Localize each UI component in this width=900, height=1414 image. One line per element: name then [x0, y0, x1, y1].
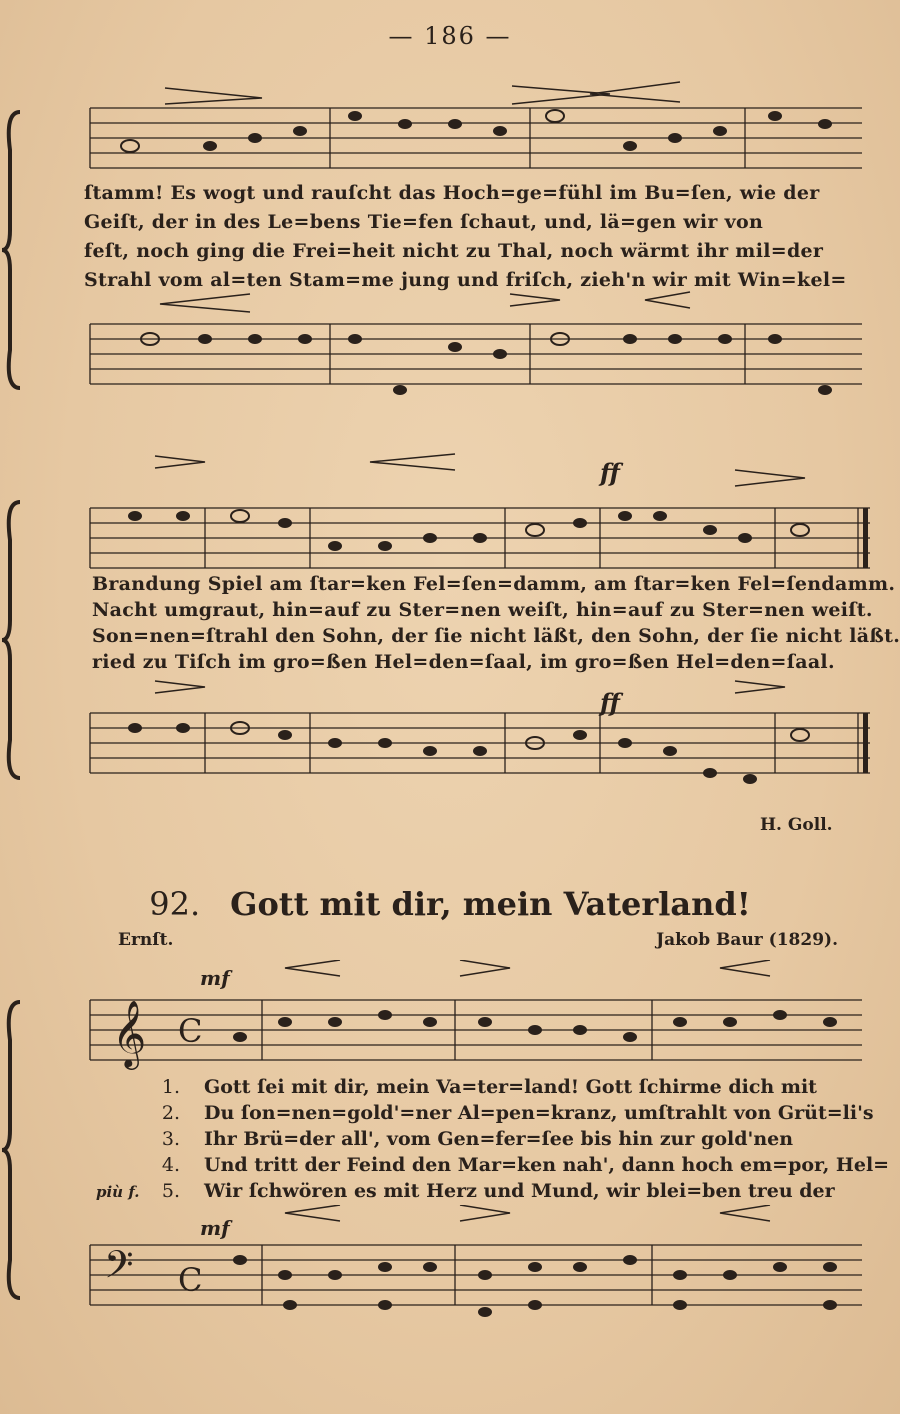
dynamic-piu-f: più f.: [96, 1183, 140, 1201]
verse-text: Du ſon=nen=gold'=ner Al=pen=kranz, umſtrahlt von Grüt=li's: [204, 1102, 874, 1124]
lyric-line: ſtamm! Es wogt und rauſcht das Hoch=ge=fühl im Bu=ſen, wie der: [84, 182, 820, 204]
verse-number: 4.: [161, 1154, 180, 1176]
system-1-treble-staff: [0, 80, 900, 170]
lyric-line: Son=nen=ſtrahl den Sohn, der ſie nicht läßt, den Sohn, der ſie nicht läßt.: [92, 625, 900, 647]
lyric-line: Geiſt, der in des Le=bens Tie=fen ſchaut, und, lä=gen wir von: [84, 211, 764, 233]
system-2-brace: [0, 500, 40, 780]
verse-number: 5.: [161, 1180, 180, 1202]
svg-text:C: C: [178, 1261, 203, 1299]
system-2-treble-staff: [0, 450, 900, 570]
svg-text:𝄢: 𝄢: [104, 1242, 134, 1296]
composer-credit: H. Goll.: [760, 815, 833, 835]
lyric-line: Brandung Spiel am ſtar=ken Fel=ſen=damm, am ſtar=ken Fel=ſendamm.: [92, 573, 896, 595]
song92-bass-staff: [0, 1205, 900, 1345]
author-credit: Jakob Baur (1829).: [656, 930, 838, 950]
dynamic-mf: mf: [200, 966, 230, 990]
verse-number: 2.: [161, 1102, 180, 1124]
lyric-line: Nacht umgraut, hin=auf zu Ster=nen weiſt, hin=auf zu Ster=nen weiſt.: [92, 599, 873, 621]
song92-brace: [0, 1000, 40, 1300]
svg-text:𝄞: 𝄞: [112, 999, 147, 1067]
lyric-line: feſt, noch ging die Frei=heit nicht zu Thal, noch wärmt ihr mil=der: [84, 240, 824, 262]
verse-number: 3.: [161, 1128, 180, 1150]
system-2-bass-staff: [0, 675, 900, 805]
song-number: 92.: [149, 885, 201, 923]
page-number: — 186 —: [388, 22, 512, 50]
verse-number: 1.: [161, 1076, 180, 1098]
verse-text: Ihr Brü=der all', vom Gen=fer=ſee bis hin zur gold'nen: [204, 1128, 794, 1150]
song92-treble-staff: [0, 960, 900, 1070]
lyric-line: Strahl vom al=ten Stam=me jung und friſch, zieh'n wir mit Win=kel=: [84, 269, 847, 291]
lyric-line: ried zu Tiſch im gro=ßen Hel=den=ſaal, im gro=ßen Hel=den=ſaal.: [92, 651, 835, 673]
tempo-marking: Ernſt.: [118, 930, 174, 950]
song-title: [0, 885, 900, 923]
verse-text: Wir ſchwören es mit Herz und Mund, wir blei=ben treu der: [204, 1180, 835, 1202]
verse-text: Gott ſei mit dir, mein Va=ter=land! Gott ſchirme dich mit: [204, 1076, 817, 1098]
dynamic-ff: ff: [600, 458, 620, 487]
verse-text: Und tritt der Feind den Mar=ken nah', dann hoch em=por, Hel=: [204, 1154, 890, 1176]
system-1-brace: [0, 110, 40, 390]
dynamic-mf: mf: [200, 1216, 230, 1240]
song-title-text: Gott mit dir, mein Vaterland!: [230, 885, 751, 923]
system-1-bass-staff: [0, 290, 900, 420]
dynamic-ff: ff: [600, 688, 620, 717]
svg-text:C: C: [178, 1012, 203, 1050]
